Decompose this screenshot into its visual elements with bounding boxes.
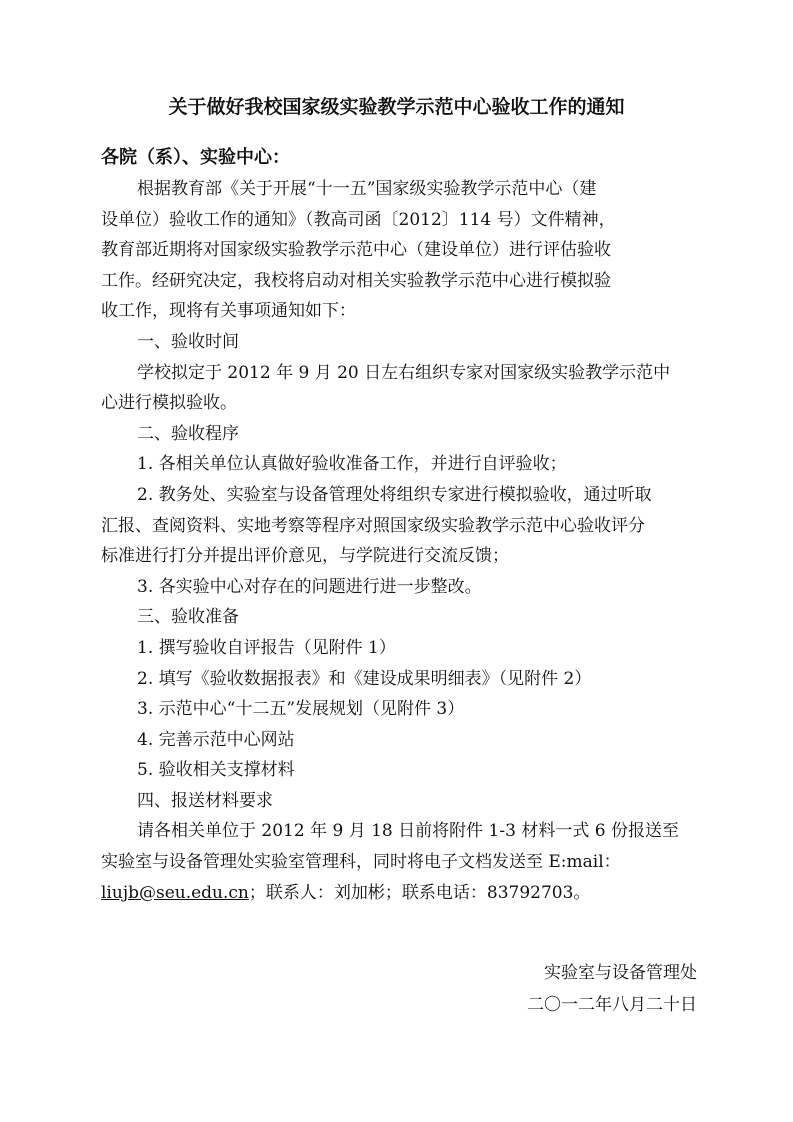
section3-item: 1. 撰写验收自评报告（见附件 1） (137, 637, 396, 658)
section3-item: 5. 验收相关支撑材料 (137, 760, 295, 781)
section3-item: 4. 完善示范中心网站 (137, 729, 295, 750)
intro-line: 设单位）验收工作的通知》（教高司函〔2012〕114 号）文件精神， (101, 209, 616, 230)
intro-line: 根据教育部《关于开展“十一五”国家级实验教学示范中心（建 (137, 179, 597, 199)
document-title: 关于做好我校国家级实验教学示范中心验收工作的通知 (168, 96, 625, 118)
section3-heading: 三、验收准备 (137, 607, 239, 628)
section2-heading: 二、验收程序 (137, 423, 239, 444)
email-link[interactable]: liujb@seu.edu.cn (101, 882, 249, 903)
contact-info: ；联系人：刘加彬；联系电话：83792703。 (248, 882, 591, 903)
salutation: 各院（系）、实验中心： (101, 147, 290, 168)
section2-item: 2. 教务处、实验室与设备管理处将组织专家进行模拟验收，通过听取 (137, 484, 652, 505)
section4-line: 实验室与设备管理处实验室管理科，同时将电子文档发送至 E:mail： (101, 852, 621, 873)
section1-line: 学校拟定于 2012 年 9 月 20 日左右组织专家对国家级实验教学示范中 (137, 362, 671, 383)
signature-date: 二〇一二年八月二十日 (527, 995, 697, 1015)
intro-line: 教育部近期将对国家级实验教学示范中心（建设单位）进行评估验收 (101, 240, 611, 261)
section3-item: 3. 示范中心“十二五”发展规划（见附件 3） (137, 699, 465, 720)
section1-line: 心进行模拟验收。 (101, 393, 237, 414)
section4-heading: 四、报送材料要求 (137, 790, 273, 811)
intro-paragraph (101, 174, 679, 908)
section4-line: 请各相关单位于 2012 年 9 月 18 日前将附件 1-3 材料一式 6 份报送至 (137, 821, 679, 842)
section3-item: 2. 填写《验收数据报表》和《建设成果明细表》（见附件 2） (137, 668, 592, 689)
contact-line (101, 878, 679, 909)
signature-org: 实验室与设备管理处 (544, 963, 697, 983)
section2-item: 1. 各相关单位认真做好验收准备工作，并进行自评验收； (137, 454, 567, 475)
intro-line: 收工作，现将有关事项通知如下： (101, 301, 356, 322)
section2-item: 3. 各实验中心对存在的问题进行进一步整改。 (137, 576, 482, 597)
section2-item-cont: 标准进行打分并提出评价意见，与学院进行交流反馈； (101, 546, 509, 567)
section2-item-cont: 汇报、查阅资料、实地考察等程序对照国家级实验教学示范中心验收评分 (101, 515, 645, 536)
section1-heading: 一、验收时间 (137, 331, 239, 352)
intro-line: 工作。经研究决定，我校将启动对相关实验教学示范中心进行模拟验 (101, 270, 611, 291)
